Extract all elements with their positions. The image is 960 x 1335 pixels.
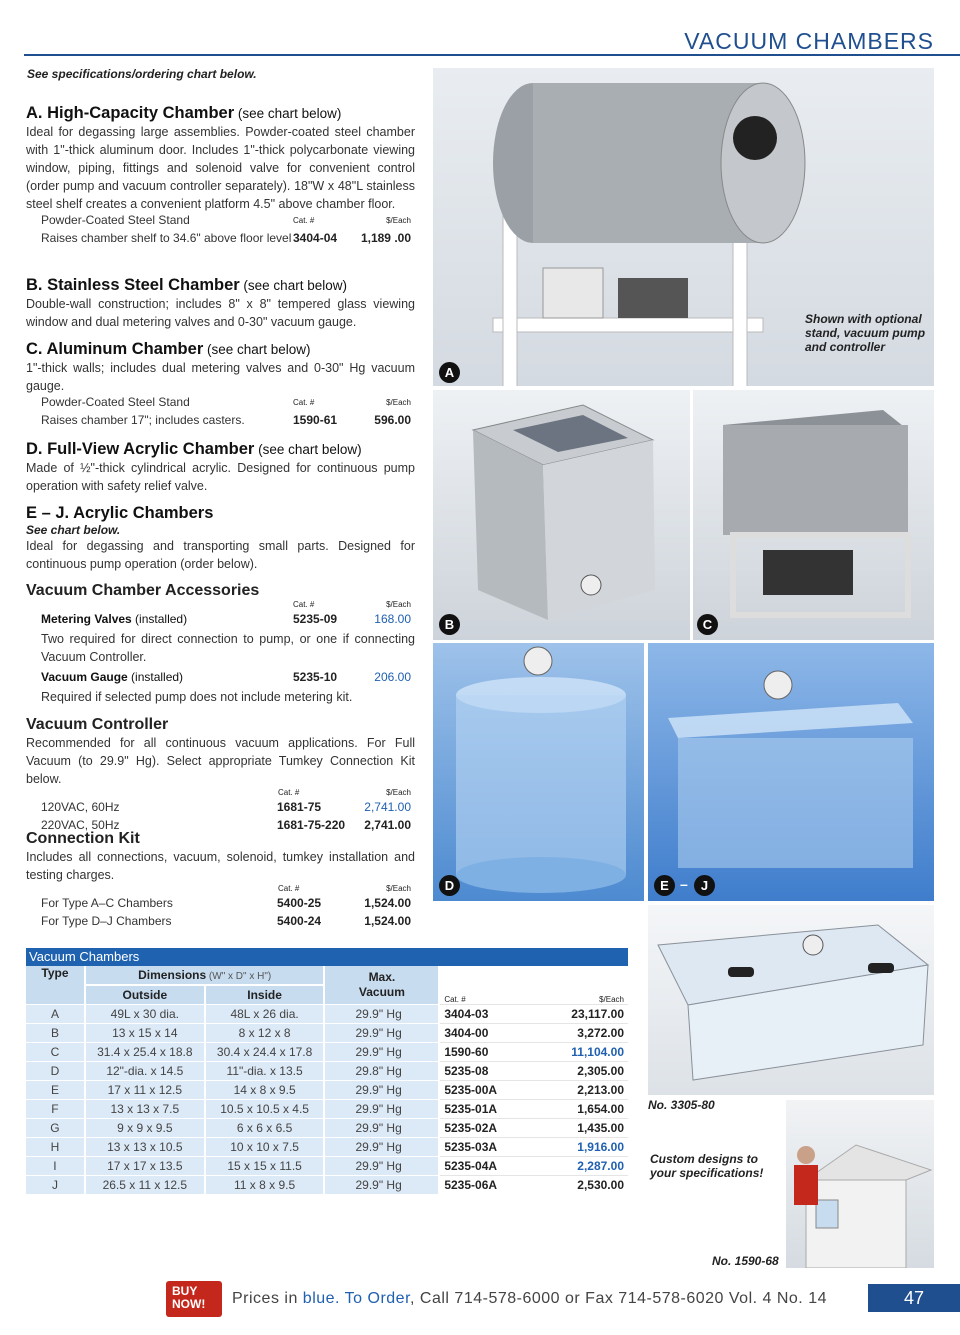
table-row — [26, 1157, 628, 1176]
section-ej-sub: See chart below. — [26, 523, 121, 537]
row-price: 11,104.00 — [571, 1045, 624, 1059]
section-c-stand-price-row: Raises chamber 17"; includes casters. 1590-61 596.00 — [41, 413, 411, 427]
controller-row-120: 120VAC, 60Hz 1681-75 2,741.00 — [41, 800, 411, 814]
page-number: 47 — [868, 1284, 960, 1312]
section-b — [26, 276, 415, 331]
section-ej-title: E – J. Acrylic Chambers — [26, 504, 214, 522]
row-inside: 10 x 10 x 7.5 — [205, 1138, 325, 1157]
row-outside: 13 x 15 x 14 — [85, 1024, 205, 1043]
kit-row-dj: For Type D–J Chambers 5400-24 1,524.00 — [41, 914, 411, 928]
row-outside: 17 x 11 x 12.5 — [85, 1081, 205, 1100]
row-vacuum: 29.9" Hg — [324, 1119, 439, 1138]
section-a-title: A. High-Capacity Chamber (see chart below) — [26, 104, 342, 122]
row-vacuum: 29.9" Hg — [324, 1157, 439, 1176]
col-outside: Outside — [85, 985, 205, 1005]
row-type: G — [26, 1119, 85, 1138]
row-inside: 11 x 8 x 9.5 — [205, 1176, 325, 1195]
section-d-title: D. Full-View Acrylic Chamber (see chart below) — [26, 440, 362, 458]
row-type: E — [26, 1081, 85, 1100]
badge-b: B — [439, 614, 460, 635]
section-controller — [26, 716, 415, 836]
row-type: C — [26, 1043, 85, 1062]
col-dimensions: Dimensions (W" x D" x H") — [85, 966, 325, 985]
row-vacuum: 29.9" Hg — [324, 1043, 439, 1062]
row-price: 1,435.00 — [577, 1121, 624, 1135]
row-inside: 8 x 12 x 8 — [205, 1024, 325, 1043]
row-inside: 14 x 8 x 9.5 — [205, 1081, 325, 1100]
section-a-stand-price-row: Raises chamber shelf to 34.6" above floor level 3404-04 1,189 .00 — [41, 231, 411, 245]
photo-1590-68-drawing — [786, 1100, 934, 1268]
col-cat-each: Cat. # $/Each — [439, 966, 628, 1005]
row-price: 2,530.00 — [577, 1178, 624, 1192]
photo-ej — [648, 643, 934, 901]
badge-d: D — [439, 875, 460, 896]
photo-1590-68 — [786, 1100, 934, 1268]
badge-ej: E – J — [654, 875, 724, 896]
row-cat-price — [439, 1157, 628, 1176]
row-cat: 5235-08 — [444, 1064, 489, 1078]
badge-a: A — [439, 362, 460, 383]
row-price: 1,654.00 — [577, 1102, 624, 1116]
row-vacuum: 29.9" Hg — [324, 1024, 439, 1043]
page-title: VACUUM CHAMBERS — [684, 28, 934, 54]
metering-valves-row: Metering Valves (installed) 5235-09 168.00 — [41, 612, 411, 626]
row-vacuum: 29.9" Hg — [324, 1100, 439, 1119]
row-outside: 9 x 9 x 9.5 — [85, 1119, 205, 1138]
table-row — [26, 1081, 628, 1100]
badge-c: C — [697, 614, 718, 635]
row-outside: 17 x 17 x 13.5 — [85, 1157, 205, 1176]
row-price: 1,916.00 — [577, 1140, 624, 1154]
row-type: B — [26, 1024, 85, 1043]
accessories-title: Vacuum Chamber Accessories — [26, 582, 260, 599]
kit-col-headers: Cat. # $/Each — [278, 884, 411, 893]
row-price: 2,305.00 — [577, 1064, 624, 1078]
row-vacuum: 29.9" Hg — [324, 1081, 439, 1100]
row-cat-price — [439, 1081, 628, 1100]
section-b-body: Double-wall construction; includes 8" x 8" tempered glass viewing window and dual metering valves and 0-30" vacuum gauge. — [26, 297, 415, 329]
section-d-body: Made of ½"-thick cylindrical acrylic. Designed for continuous pump operation with safety relief valve. — [26, 461, 415, 493]
row-inside: 48L x 26 dia. — [205, 1005, 325, 1024]
row-cat: 5235-06A — [444, 1178, 498, 1192]
section-b-title: B. Stainless Steel Chamber (see chart below) — [26, 276, 347, 294]
accessories-col-headers: Cat. # $/Each — [293, 600, 411, 609]
section-c-body: 1"-thick walls; includes dual metering valves and 0-30" Hg vacuum gauge. — [26, 361, 415, 393]
section-c-stand-row: Powder-Coated Steel Stand Cat. # $/Each — [41, 395, 411, 409]
row-outside: 13 x 13 x 10.5 — [85, 1138, 205, 1157]
vacuum-chambers-table — [26, 948, 628, 1194]
photo-a-caption: Shown with optional stand, vacuum pump and controller — [805, 312, 926, 354]
table-row — [26, 1005, 628, 1024]
table-row — [26, 1100, 628, 1119]
col-inside: Inside — [205, 985, 325, 1005]
controller-body: Recommended for all continuous vacuum applications. For Full Vacuum (to 29.9" Hg). Select appropriate Tumkey Connection Kit below. — [26, 736, 415, 786]
metering-valves-desc: Two required for direct connection to pump, or one if connecting Vacuum Controller. — [41, 632, 415, 664]
row-outside: 26.5 x 11 x 12.5 — [85, 1176, 205, 1195]
row-vacuum: 29.9" Hg — [324, 1005, 439, 1024]
photo-3305-80 — [648, 905, 934, 1095]
row-cat: 5235-01A — [444, 1102, 498, 1116]
row-inside: 30.4 x 24.4 x 17.8 — [205, 1043, 325, 1062]
section-c — [26, 340, 415, 431]
row-cat: 5235-04A — [444, 1159, 498, 1173]
row-cat-price — [439, 1100, 628, 1119]
row-inside: 6 x 6 x 6.5 — [205, 1119, 325, 1138]
row-type: F — [26, 1100, 85, 1119]
row-outside: 49L x 30 dia. — [85, 1005, 205, 1024]
table-grid — [26, 966, 628, 1194]
row-type: J — [26, 1176, 85, 1195]
row-type: H — [26, 1138, 85, 1157]
kit-body: Includes all connections, vacuum, solenoid, tumkey installation and testing charges. — [26, 850, 415, 882]
photo-b — [433, 390, 690, 640]
table-row — [26, 1119, 628, 1138]
photo-b-drawing — [433, 390, 690, 640]
col-max-vacuum: Max. Vacuum — [324, 966, 439, 1005]
section-a-body: Ideal for degassing large assemblies. Powder-coated steel chamber with 1"-thick aluminum door. Includes 1"-thick polycarbonate viewing window, piping, fittings and solenoid valve for convenient control (order pump and vacuum controller separately). 18"W x 48"L stainless steel shelf creates a convenient platform 4.5" above chamber floor. — [26, 125, 415, 211]
row-cat-price — [439, 1024, 628, 1043]
row-inside: 11"-dia. x 13.5 — [205, 1062, 325, 1081]
row-type: I — [26, 1157, 85, 1176]
table-row — [26, 1138, 628, 1157]
row-type: D — [26, 1062, 85, 1081]
col-type: Type — [26, 966, 85, 1005]
section-connection-kit — [26, 830, 415, 932]
section-accessories — [26, 582, 415, 706]
row-type: A — [26, 1005, 85, 1024]
table-row — [26, 1062, 628, 1081]
row-cat: 5235-00A — [444, 1083, 498, 1097]
table-row — [26, 1043, 628, 1062]
row-cat-price — [439, 1005, 628, 1024]
row-cat: 3404-03 — [444, 1007, 489, 1021]
kit-title: Connection Kit — [26, 830, 140, 847]
row-cat-price — [439, 1138, 628, 1157]
row-outside: 13 x 13 x 7.5 — [85, 1100, 205, 1119]
row-cat: 3404-00 — [444, 1026, 489, 1040]
intro-note: See specifications/ordering chart below. — [27, 67, 257, 81]
row-price: 23,117.00 — [571, 1007, 624, 1021]
table-title: Vacuum Chambers — [26, 948, 628, 966]
row-cat: 1590-60 — [444, 1045, 489, 1059]
vacuum-gauge-desc: Required if selected pump does not include metering kit. — [41, 690, 353, 704]
row-cat: 5235-03A — [444, 1140, 498, 1154]
section-c-title: C. Aluminum Chamber (see chart below) — [26, 340, 311, 358]
vacuum-gauge-row: Vacuum Gauge (installed) 5235-10 206.00 — [41, 670, 411, 684]
row-inside: 15 x 15 x 11.5 — [205, 1157, 325, 1176]
section-d — [26, 440, 415, 495]
photo-c-drawing — [693, 390, 934, 640]
row-outside: 31.4 x 25.4 x 18.8 — [85, 1043, 205, 1062]
photo-a — [433, 68, 934, 386]
photo-ej-drawing — [648, 643, 934, 901]
row-cat-price — [439, 1043, 628, 1062]
row-cat: 5235-02A — [444, 1121, 498, 1135]
buy-now-button[interactable]: BUY NOW! — [166, 1281, 222, 1317]
controller-col-headers: Cat. # $/Each — [278, 788, 411, 797]
row-price: 2,287.00 — [577, 1159, 624, 1173]
row-vacuum: 29.9" Hg — [324, 1138, 439, 1157]
row-vacuum: 29.9" Hg — [324, 1176, 439, 1195]
section-ej-body: Ideal for degassing and transporting small parts. Designed for continuous pump operation (order below). — [26, 539, 415, 571]
caption-custom: Custom designs to your specifications! — [650, 1152, 764, 1180]
table-row — [26, 1176, 628, 1195]
controller-row-220: 220VAC, 50Hz 1681-75-220 2,741.00 — [41, 818, 411, 832]
row-inside: 10.5 x 10.5 x 4.5 — [205, 1100, 325, 1119]
caption-1590-68: No. 1590-68 — [712, 1254, 779, 1268]
caption-3305-80: No. 3305-80 — [648, 1098, 715, 1112]
header-rule — [24, 54, 960, 56]
photo-d — [433, 643, 644, 901]
section-a-stand-row: Powder-Coated Steel Stand Cat. # $/Each — [41, 213, 411, 227]
row-vacuum: 29.8" Hg — [324, 1062, 439, 1081]
row-outside: 12"-dia. x 14.5 — [85, 1062, 205, 1081]
section-a — [26, 104, 415, 249]
photo-3305-80-drawing — [648, 905, 934, 1095]
footer-order-info: Prices in blue. To Order, Call 714-578-6000 or Fax 714-578-6020 Vol. 4 No. 14 — [232, 1290, 827, 1307]
table-row — [26, 1024, 628, 1043]
photo-c — [693, 390, 934, 640]
controller-title: Vacuum Controller — [26, 716, 169, 733]
kit-row-ac: For Type A–C Chambers 5400-25 1,524.00 — [41, 896, 411, 910]
photo-d-drawing — [433, 643, 644, 901]
row-cat-price — [439, 1062, 628, 1081]
row-cat-price — [439, 1176, 628, 1195]
row-price: 3,272.00 — [577, 1026, 624, 1040]
row-cat-price — [439, 1119, 628, 1138]
row-price: 2,213.00 — [577, 1083, 624, 1097]
section-ej — [26, 504, 415, 573]
